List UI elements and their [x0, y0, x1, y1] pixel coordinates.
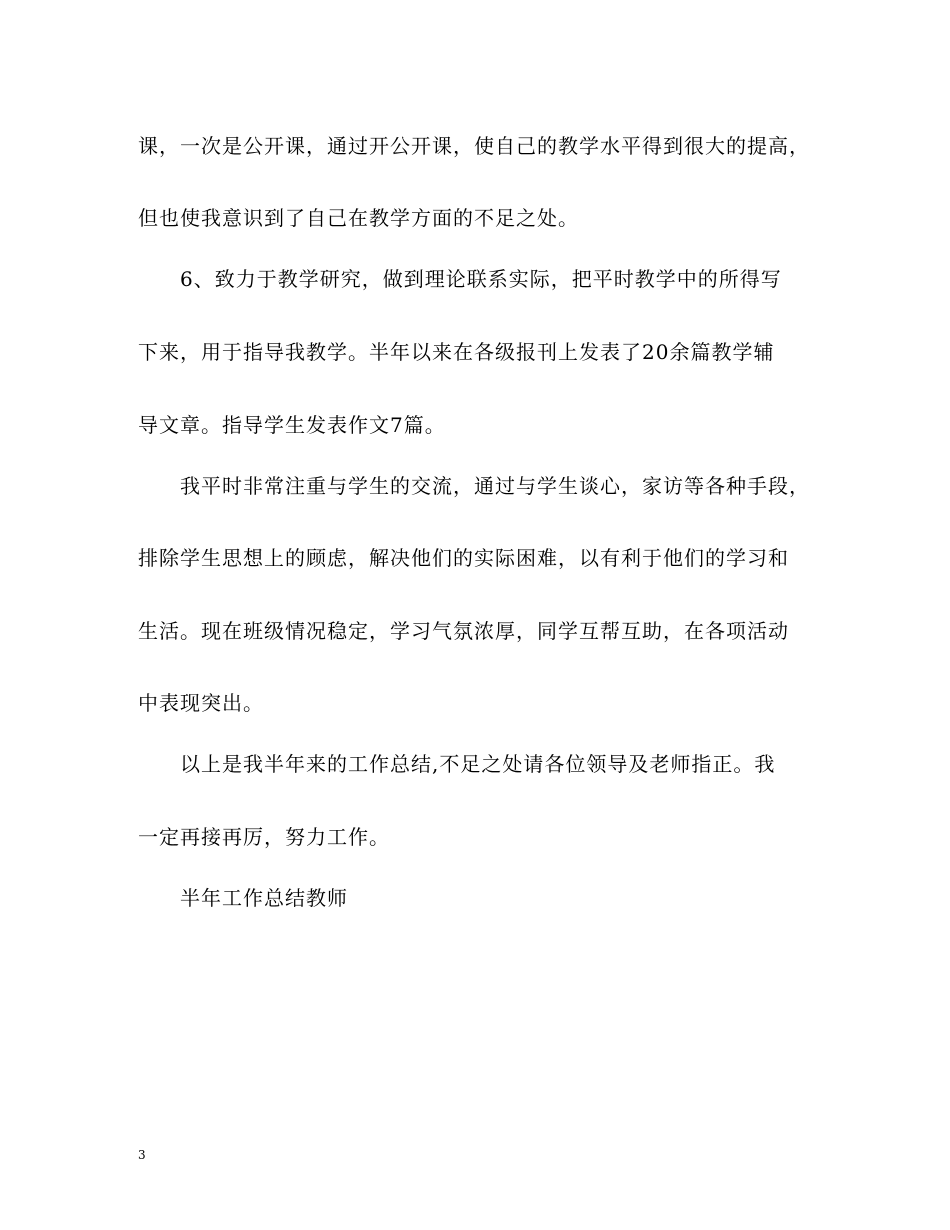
- paragraph-line: 导文章。指导学生发表作文7篇。: [138, 413, 446, 437]
- paragraph-line: 排除学生思想上的顾虑，解决他们的实际困难，以有利于他们的学习和: [138, 546, 789, 570]
- page-number: 3: [138, 1148, 146, 1162]
- paragraph-line: 中表现突出。: [138, 691, 264, 715]
- paragraph-line: 6、致力于教学研究，做到理论联系实际，把平时教学中的所得写: [180, 267, 782, 291]
- paragraph-line: 下来，用于指导我教学。半年以来在各级报刊上发表了20余篇教学辅: [138, 340, 775, 364]
- closing-title: 半年工作总结教师: [180, 886, 348, 910]
- paragraph-line: 我平时非常注重与学生的交流，通过与学生谈心，家访等各种手段，: [180, 474, 810, 498]
- paragraph-line: 课，一次是公开课，通过开公开课，使自己的教学水平得到很大的提高，: [138, 134, 810, 158]
- paragraph-line: 一定再接再厉，努力工作。: [138, 825, 390, 849]
- paragraph-line: 以上是我半年来的工作总结,不足之处请各位领导及老师指正。我: [180, 752, 776, 776]
- paragraph-line: 但也使我意识到了自己在教学方面的不足之处。: [138, 206, 579, 230]
- paragraph-line: 生活。现在班级情况稳定，学习气氛浓厚，同学互帮互助，在各项活动: [138, 619, 789, 643]
